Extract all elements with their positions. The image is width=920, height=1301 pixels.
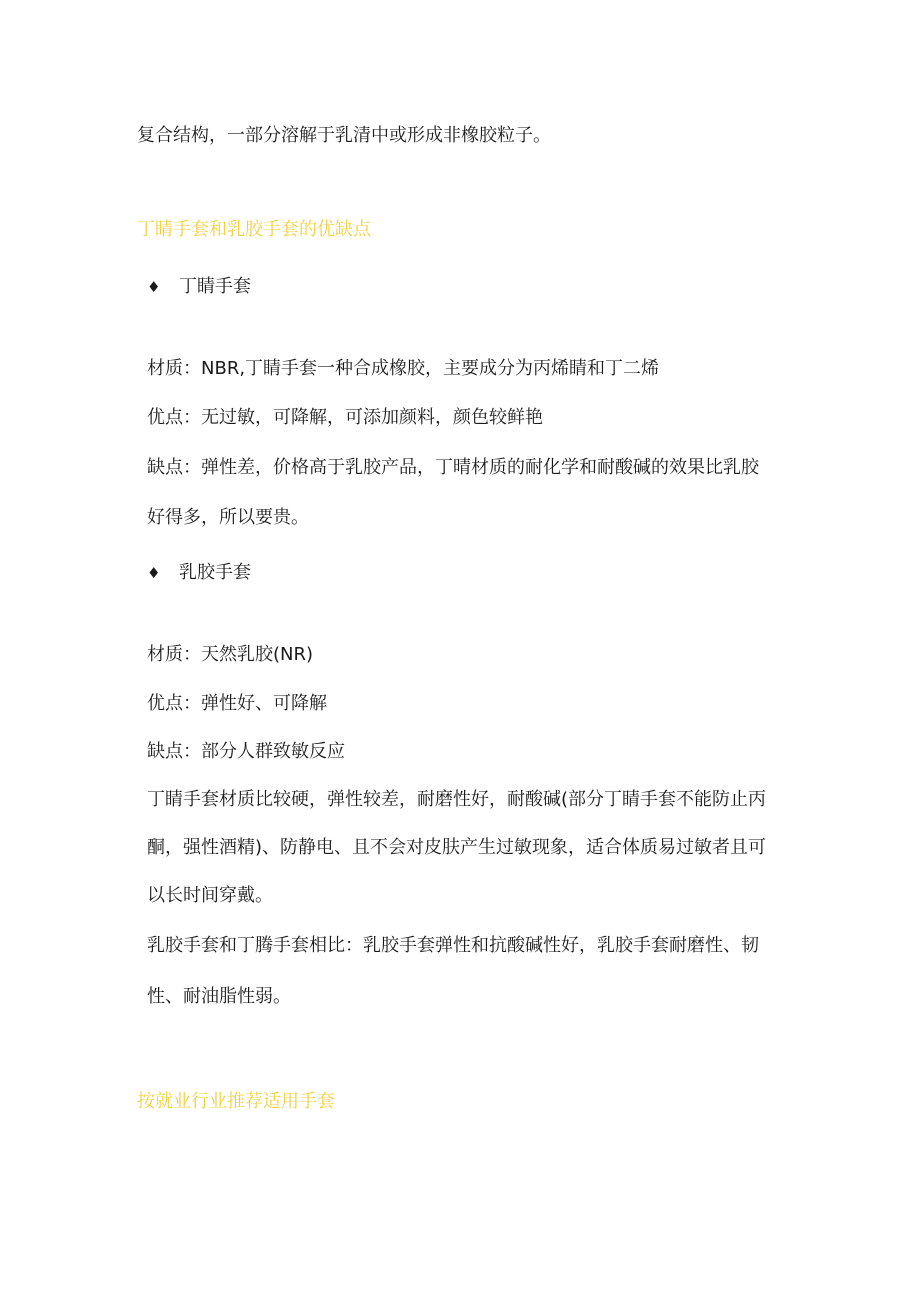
- bullet-item-nitrile: [147, 275, 251, 299]
- nitrile-material: 材质：NBR,丁睛手套一种合成橡胶，主要成分为丙烯睛和丁二烯: [147, 358, 660, 379]
- bullet-label-latex: 乳胶手套: [179, 562, 251, 583]
- diamond-bullet-icon: ♦: [147, 564, 161, 582]
- bullet-label-nitrile: 丁睛手套: [179, 276, 251, 297]
- summary2-line1: 乳胶手套和丁腾手套相比：乳胶手套弹性和抗酸碱性好，乳胶手套耐磨性、韧: [147, 935, 759, 956]
- latex-pros: 优点：弹性好、可降解: [147, 693, 327, 714]
- summary1-line3: 以长时间穿戴。: [147, 885, 273, 906]
- summary1-line2: 酮，强性酒精)、防静电、且不会对皮肤产生过敏现象，适合体质易过敏者且可: [147, 837, 767, 858]
- nitrile-pros: 优点：无过敏，可降解，可添加颜料，颜色较鲜艳: [147, 407, 543, 428]
- bullet-item-latex: [147, 561, 251, 585]
- latex-cons: 缺点：部分人群致敏反应: [147, 741, 345, 762]
- summary1-line1: 丁睛手套材质比较硬，弹性较差，耐磨性好，耐酸碱(部分丁睛手套不能防止丙: [147, 789, 767, 810]
- intro-tail-paragraph: 复合结构，一部分溶解于乳清中或形成非橡胶粒子。: [137, 125, 551, 146]
- diamond-bullet-icon: ♦: [147, 278, 161, 296]
- summary2-line2: 性、耐油脂性弱。: [147, 986, 291, 1007]
- section-heading-industry: 按就业行业推荐适用手套: [137, 1091, 335, 1112]
- section-heading-pros-cons: 丁睛手套和乳胶手套的优缺点: [137, 219, 371, 240]
- nitrile-cons-line1: 缺点：弹性差，价格高于乳胶产品，丁晴材质的耐化学和耐酸碱的效果比乳胶: [147, 457, 759, 478]
- latex-material: 材质：天然乳胶(NR): [147, 644, 314, 665]
- nitrile-cons-line2: 好得多，所以要贵。: [147, 507, 309, 528]
